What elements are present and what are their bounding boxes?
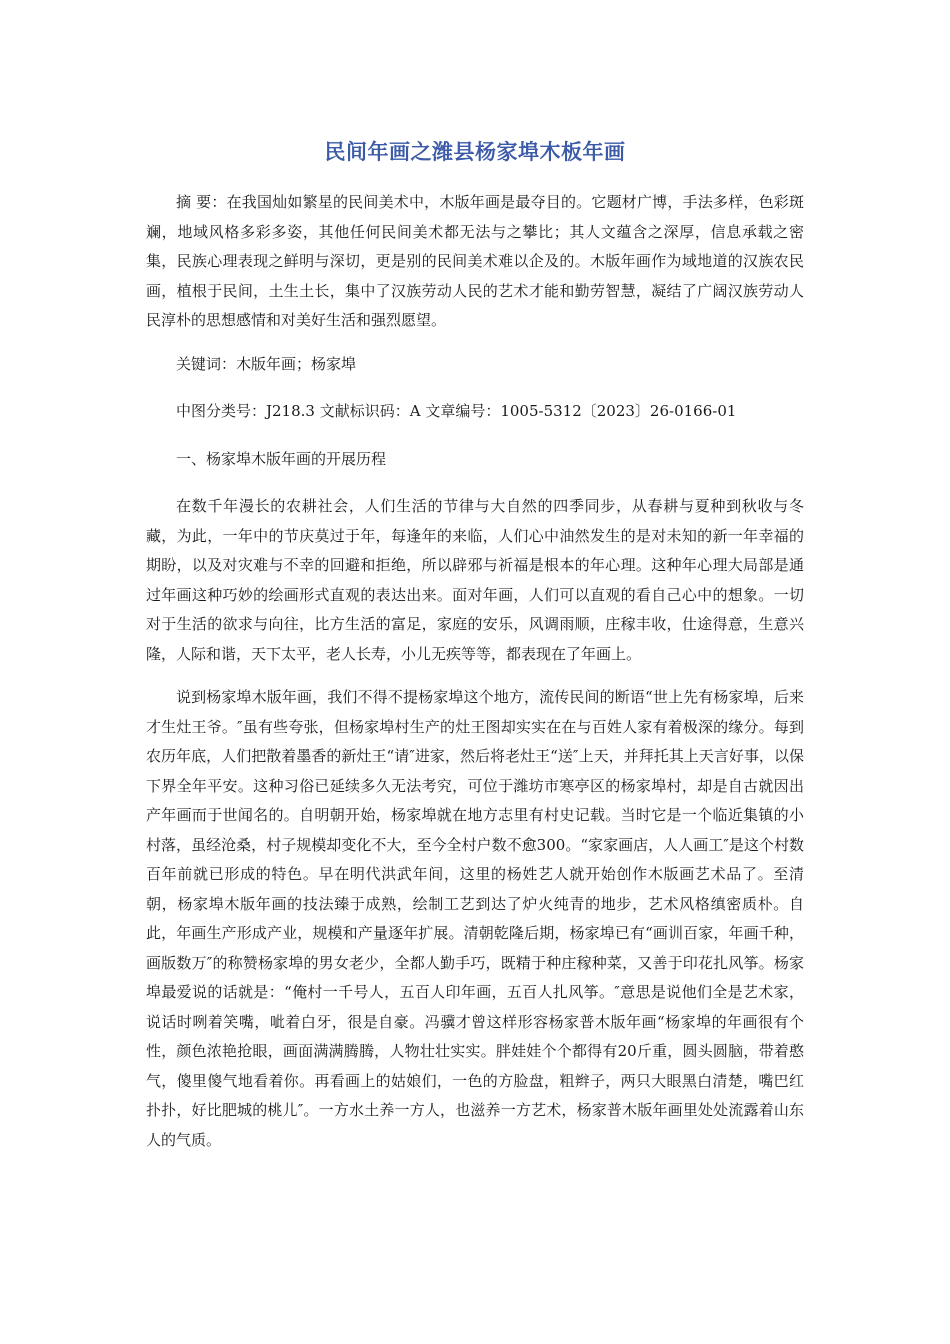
keywords-line: 关键词：木版年画；杨家埠 — [176, 354, 357, 373]
document-page — [146, 130, 804, 1169]
body-paragraph-1: 在数千年漫长的农耕社会，人们生活的节律与大自然的四季同步，从春耕与夏种到秋收与冬藏，为此，一年中的节庆莫过于年，每逢年的来临，人们心中油然发生的是对未知的新一年幸福的期盼，以及对灾难与不幸的回避和拒绝，所以辟邪与祈福是根本的年心理。这种年心理大局部是通过年画这种巧妙的绘画形式直观的表达出来。面对年画，人们可以直观的看自己心中的想象。一切对于生活的欲求与向往，比方生活的富足，家庭的安乐，风调雨顺，庄稼丰收，仕途得意，生意兴隆，人际和谐，天下太平，老人长寿，小儿无疾等等，都表现在了年画上。 — [146, 497, 804, 663]
body-paragraph-2: 说到杨家埠木版年画，我们不得不提杨家埠这个地方，流传民间的断语“世上先有杨家埠，后来才生灶王爷。″虽有些夸张，但杨家埠村生产的灶王图却实实在在与百姓人家有着极深的缘分。每到农历年底，人们把散着墨香的新灶王“请″进家，然后将老灶王“送″上天，并拜托其上天言好事，以保下界全年平安。这种习俗已延续多久无法考究，可位于潍坊市寒亭区的杨家埠村，却是自古就因出产年画而于世闻名的。自明朝开始，杨家埠就在地方志里有村史记载。当时它是一个临近集镇的小村落，虽经沧桑，村子规模却变化不大，至今全村户数不愈300。“家家画店，人人画工″是这个村数百年前就已形成的特色。早在明代洪武年间，这里的杨姓艺人就开始创作木版画艺术品了。至清朝，杨家埠木版年画的技法臻于成熟，绘制工艺到达了炉火纯青的地步，艺术风格缜密质朴。自此，年画生产形成产业，规模和产量逐年扩展。清朝乾隆后期，杨家埠已有“画训百家，年画千种，画版数万″的称赞杨家埠的男女老少，全都人勤手巧，既精于种庄稼种菜，又善于印花扎风筝。杨家埠最爱说的话就是：“俺村一千号人，五百人印年画，五百人扎风筝。″意思是说他们全是艺术家，说话时咧着笑嘴，呲着白牙，很是自豪。冯骥才曾这样形容杨家普木版年画“杨家埠的年画很有个性，颜色浓艳抢眼，画面满满腾腾，人物壮壮实实。胖娃娃个个都得有20斤重，圆头圆脑，带着憨气，傻里傻气地看着你。再看画上的姑娘们，一色的方脸盘，粗辫子，两只大眼黑白清楚，嘴巴红扑扑，好比肥城的桃儿″。一方水土养一方人，也滋养一方艺术，杨家普木版年画里处处流露着山东人的气质。 — [146, 688, 804, 1149]
classification-line: 中图分类号：J218.3 文献标识码：A 文章编号：1005-5312〔2023〕26-0166-01 — [176, 402, 737, 420]
abstract-paragraph: 摘 要：在我国灿如繁星的民间美术中，木版年画是最夺目的。它题材广博，手法多样，色彩斑斓，地域风格多彩多姿，其他任何民间美术都无法与之攀比；其人文蕴含之深厚，信息承载之密集，民族心理表现之鲜明与深切，更是别的民间美术难以企及的。木版年画作为域地道的汉族农民画，植根于民间，土生土长，集中了汉族劳动人民的艺术才能和勤劳智慧，凝结了广阔汉族劳动人民淳朴的思想感情和对美好生活和强烈愿望。 — [146, 193, 804, 329]
page-title: 民间年画之潍县杨家埠木板年画 — [324, 140, 626, 164]
section-heading: 一、杨家埠木版年画的开展历程 — [176, 449, 387, 468]
